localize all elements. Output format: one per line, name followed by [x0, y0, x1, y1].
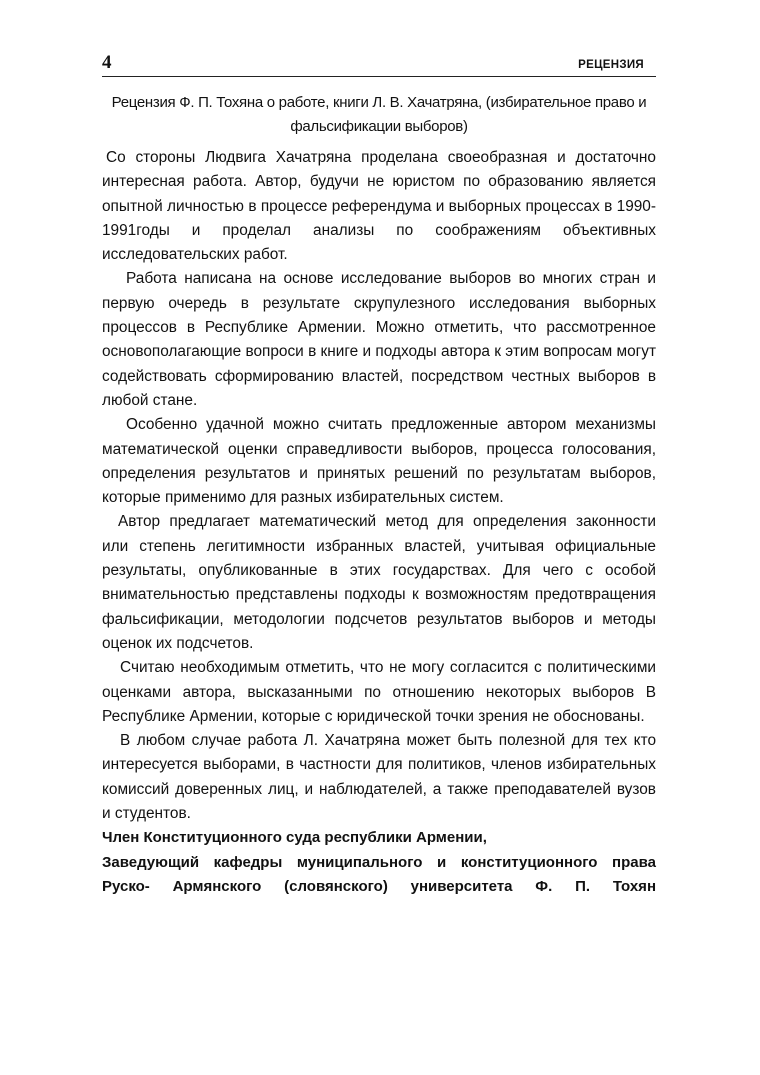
signature-line-position: Член Конституционного суда республики Армении, — [102, 829, 487, 847]
running-head: РЕЦЕНЗИЯ — [578, 59, 644, 71]
page-number: 4 — [102, 52, 112, 73]
review-body — [102, 146, 656, 826]
paragraph: Со стороны Людвига Хачатряна проделана своеобразная и достаточно интересная работа. Автор, будучи не юристом по образованию является опытной личностью в процессе референдума и выборных процессах в 1990-1991годы и проделал анализы по соображениям объективных исследовательских работ. — [102, 149, 656, 264]
paragraph: В любом случае работа Л. Хачатряна может быть полезной для тех кто интересуется выборами, в частности для политиков, членов избирательных комиссий доверенных лиц, и наблюдателей, а также преподавателей вузов и студентов. — [102, 732, 656, 823]
paragraph: Работа написана на основе исследование выборов во многих стран и первую очередь в результате скрупулезного исследования выборных процессов в Республике Армении. Можно отметить, что рассмотренное основополагающие вопроси в книге и подходы автора к этим вопросам могут содействовать сформированию властей, посредством честных выборов в любой стане. — [102, 270, 656, 409]
paragraph: Автор предлагает математический метод для определения законности или степень легитимности избранных властей, учитывая официальные результаты, опубликованные в этих государствах. Для чего с особой внимательностью представлены подходы к возможностям предотвращения фальсификации, методологии подсчетов результатов выборов и методы оценок их подсчетов. — [102, 513, 656, 652]
document-page — [102, 54, 656, 899]
signature-line-department: Заведующий кафедры муниципального и конституционного права — [102, 853, 656, 871]
page-header — [102, 54, 656, 77]
signature-line-university: Руско- Армянского (словянского) университета Ф. П. Тохян — [102, 877, 656, 895]
reviewer-signature — [102, 826, 656, 899]
paragraph: Считаю необходимым отметить, что не могу согласится с политическими оценками автора, высказанными по отношению некоторых выборов В Республике Армении, которые с юридической точки зрения не обоснованы. — [102, 659, 656, 725]
paragraph: Особенно удачной можно считать предложенные автором механизмы математической оценки справедливости выборов, процесса голосования, определения результатов и принятых решений по результатам выборов, которые применимо для разных избирательных систем. — [102, 416, 656, 507]
review-title: Рецензия Ф. П. Тохяна о работе, книги Л. В. Хачатряна, (избирательное право и фальсификации выборов) — [111, 94, 647, 135]
